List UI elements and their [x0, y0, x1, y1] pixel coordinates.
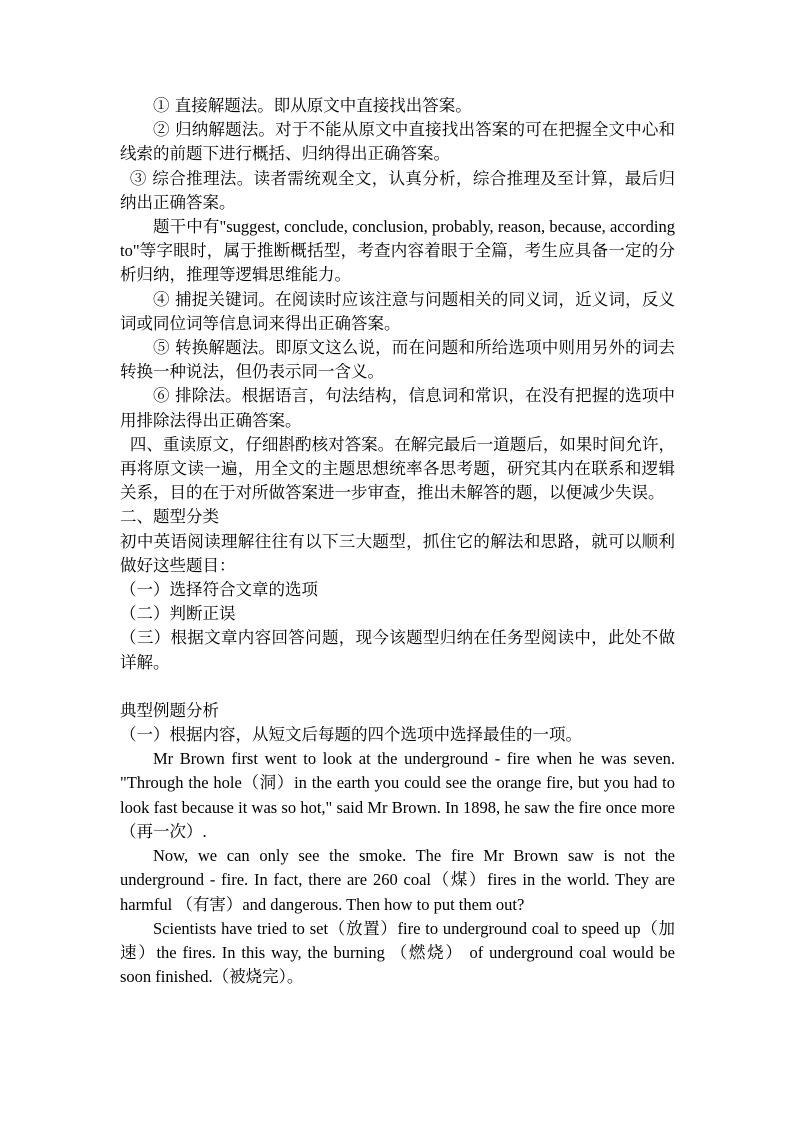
examples-heading: 典型例题分析 — [120, 700, 219, 720]
passage-paragraph-2: Now, we can only see the smoke. The fire Mr Brown saw is not the underground - fire. In fact, there are 260 coal（煤）fires in the world. They are harmful （有害）and dangerous. Then how to put them out? — [120, 846, 675, 914]
passage-paragraph-1: Mr Brown first went to look at the underground - fire when he was seven. "Through the hole（洞）in the earth you could see the orange fire, but you had to look fast because it was so hot," said Mr Brown. In 1898, he saw the fire once more（再一次）. — [120, 749, 675, 841]
question-type-3: （三）根据文章内容回答问题，现今该题型归纳在任务型阅读中，此处不做详解。 — [120, 628, 675, 672]
passage-paragraph-3: Scientists have tried to set（放置）fire to underground coal to speed up（加速）the fires. In this way, the burning （燃烧） of underground coal would be soon finished.（被烧完）。 — [120, 918, 675, 987]
example-instruction: （一）根据内容，从短文后每题的四个选项中选择最佳的一项。 — [120, 725, 582, 745]
method-1-paragraph: ① 直接解题法。即从原文中直接找出答案。 — [153, 96, 472, 115]
method-6-paragraph: ⑥ 排除法。根据语言，句法结构，信息词和常识，在没有把握的选项中用排除法得出正确答案。 — [120, 386, 675, 430]
question-types-heading: 二、题型分类 — [120, 507, 219, 527]
question-types-intro: 初中英语阅读理解往往有以下三大题型，抓住它的解法和思路，就可以顺利做好这些题目： — [120, 531, 675, 575]
method-3-paragraph: ③ 综合推理法。读者需统观全文，认真分析，综合推理及至计算，最后归纳出正确答案。 — [120, 168, 675, 212]
keywords-note-paragraph: 题干中有"suggest, conclude, conclusion, probably, reason, because, according to"等字眼时，属于推断概括型，考查内容着眼于全篇，考生应具备一定的分析归纳，推理等逻辑思维能力。 — [120, 217, 675, 285]
method-2-paragraph: ② 归纳解题法。对于不能从原文中直接找出答案的可在把握全文中心和线索的前题下进行概括、归纳得出正确答案。 — [120, 120, 675, 164]
step-4-paragraph: 四、重读原文，仔细斟酌核对答案。在解完最后一道题后，如果时间允许，再将原文读一遍，用全文的主题思想统率各思考题，研究其内在联系和逻辑关系，目的在于对所做答案进一步审查，推出未解答的题，以便减少失误。 — [120, 434, 675, 503]
method-5-paragraph: ⑤ 转换解题法。即原文这么说，而在问题和所给选项中则用另外的词去转换一种说法，但仍表示同一含义。 — [120, 338, 675, 382]
document-page — [120, 94, 675, 989]
question-type-1: （一）选择符合文章的选项 — [120, 580, 318, 600]
blank-line — [120, 675, 675, 699]
method-4-paragraph: ④ 捕捉关键词。在阅读时应该注意与问题相关的同义词，近义词，反义词或同位词等信息词来得出正确答案。 — [120, 289, 675, 333]
question-type-2: （二）判断正误 — [120, 604, 236, 624]
